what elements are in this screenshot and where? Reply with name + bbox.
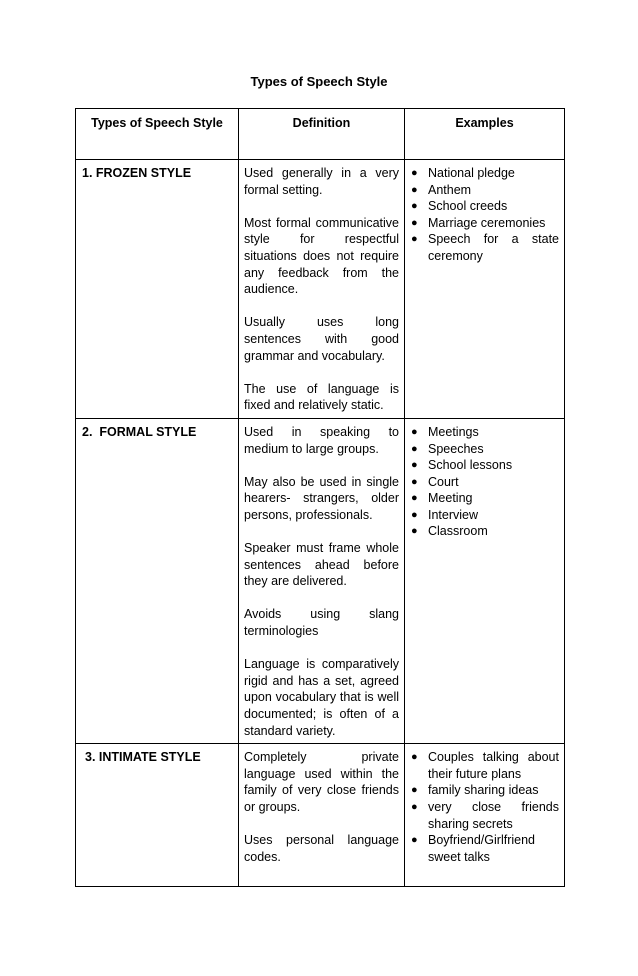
style-name-cell: 2. FORMAL STYLE	[76, 418, 239, 743]
example-text: Speeches	[428, 441, 484, 456]
list-item	[409, 832, 559, 865]
example-text: Boyfriend/Girlfriend sweet talks	[428, 833, 535, 864]
list-item	[409, 799, 559, 832]
examples-list	[409, 424, 559, 540]
list-item	[409, 424, 559, 441]
example-text: Classroom	[428, 524, 488, 539]
examples-list	[409, 749, 559, 865]
list-item	[409, 782, 559, 799]
example-text: Meetings	[428, 424, 479, 439]
bullet-icon: ●	[411, 525, 418, 538]
bullet-icon: ●	[411, 200, 418, 213]
bullet-icon: ●	[411, 475, 418, 488]
example-text: family sharing ideas	[428, 783, 539, 798]
list-item	[409, 441, 559, 458]
bullet-icon: ●	[411, 167, 418, 179]
definition-paragraph: Used generally in a very formal setting.	[244, 166, 399, 197]
example-text: Speech for a state ceremony	[428, 232, 559, 263]
style-name-cell: 3. INTIMATE STYLE	[76, 744, 239, 887]
definition-paragraph: The use of language is fixed and relatively static.	[244, 381, 399, 413]
example-text: Court	[428, 474, 459, 489]
definition-cell	[239, 160, 405, 419]
table-row-intimate-style	[76, 744, 565, 887]
example-text: School lessons	[428, 458, 513, 473]
example-text: very close friends sharing secrets	[428, 799, 559, 831]
bullet-icon: ●	[411, 508, 418, 521]
example-text: School creeds	[428, 199, 508, 214]
list-item	[409, 165, 559, 182]
header-types-of-speech-style: Types of Speech Style	[76, 109, 239, 160]
list-item	[409, 182, 559, 199]
examples-cell	[405, 744, 565, 887]
list-item	[409, 507, 559, 524]
definition-paragraph: Uses personal language codes.	[244, 833, 399, 864]
bullet-icon: ●	[411, 784, 418, 797]
example-text: Couples talking about their future plans	[428, 750, 559, 781]
example-text: Meeting	[428, 491, 473, 506]
header-examples: Examples	[405, 109, 565, 160]
example-text: Interview	[428, 507, 479, 522]
examples-cell	[405, 418, 565, 743]
header-definition: Definition	[239, 109, 405, 160]
example-text: Anthem	[428, 182, 472, 197]
bullet-icon: ●	[411, 800, 418, 813]
bullet-icon: ●	[411, 834, 418, 847]
bullet-icon: ●	[411, 216, 418, 229]
definition-paragraph: Speaker must frame whole sentences ahead before they are delivered.	[244, 541, 399, 589]
style-name-cell: 1. FROZEN STYLE	[76, 160, 239, 419]
list-item	[409, 198, 559, 215]
list-item	[409, 474, 559, 491]
definition-paragraph: Used in speaking to medium to large groups.	[244, 424, 399, 456]
table-header-row	[76, 109, 565, 160]
example-text: Marriage ceremonies	[428, 215, 546, 230]
definition-paragraph: Most formal communicative style for respectful situations does not require any feedback from the audience.	[244, 215, 399, 297]
definition-cell	[239, 418, 405, 743]
bullet-icon: ●	[411, 751, 418, 764]
list-item	[409, 215, 559, 232]
bullet-icon: ●	[411, 233, 418, 246]
list-item	[409, 457, 559, 474]
document-title: Types of Speech Style	[250, 74, 388, 89]
list-item	[409, 523, 559, 540]
definition-paragraph: May also be used in single hearers- strangers, older persons, professionals.	[244, 474, 399, 522]
definition-paragraph: Language is comparatively rigid and has a set, agreed upon vocabulary that is well documented; is often of a standard variety.	[244, 657, 399, 738]
bullet-icon: ●	[411, 425, 418, 438]
bullet-icon: ●	[411, 442, 418, 455]
examples-list	[409, 165, 559, 265]
example-text: National pledge	[428, 166, 515, 180]
table-row-formal-style	[76, 418, 565, 743]
definition-paragraph: Avoids using slang terminologies	[244, 607, 399, 639]
definition-cell	[239, 744, 405, 887]
table-row-frozen-style	[76, 160, 565, 419]
definition-paragraph: Usually uses long sentences with good grammar and vocabulary.	[244, 315, 399, 363]
bullet-icon: ●	[411, 492, 418, 505]
list-item	[409, 490, 559, 507]
examples-cell	[405, 160, 565, 419]
bullet-icon: ●	[411, 183, 418, 196]
definition-paragraph: Completely private language used within the family of very close friends or groups.	[244, 750, 399, 814]
speech-style-table	[75, 108, 565, 887]
list-item	[409, 749, 559, 782]
bullet-icon: ●	[411, 459, 418, 472]
list-item	[409, 231, 559, 264]
